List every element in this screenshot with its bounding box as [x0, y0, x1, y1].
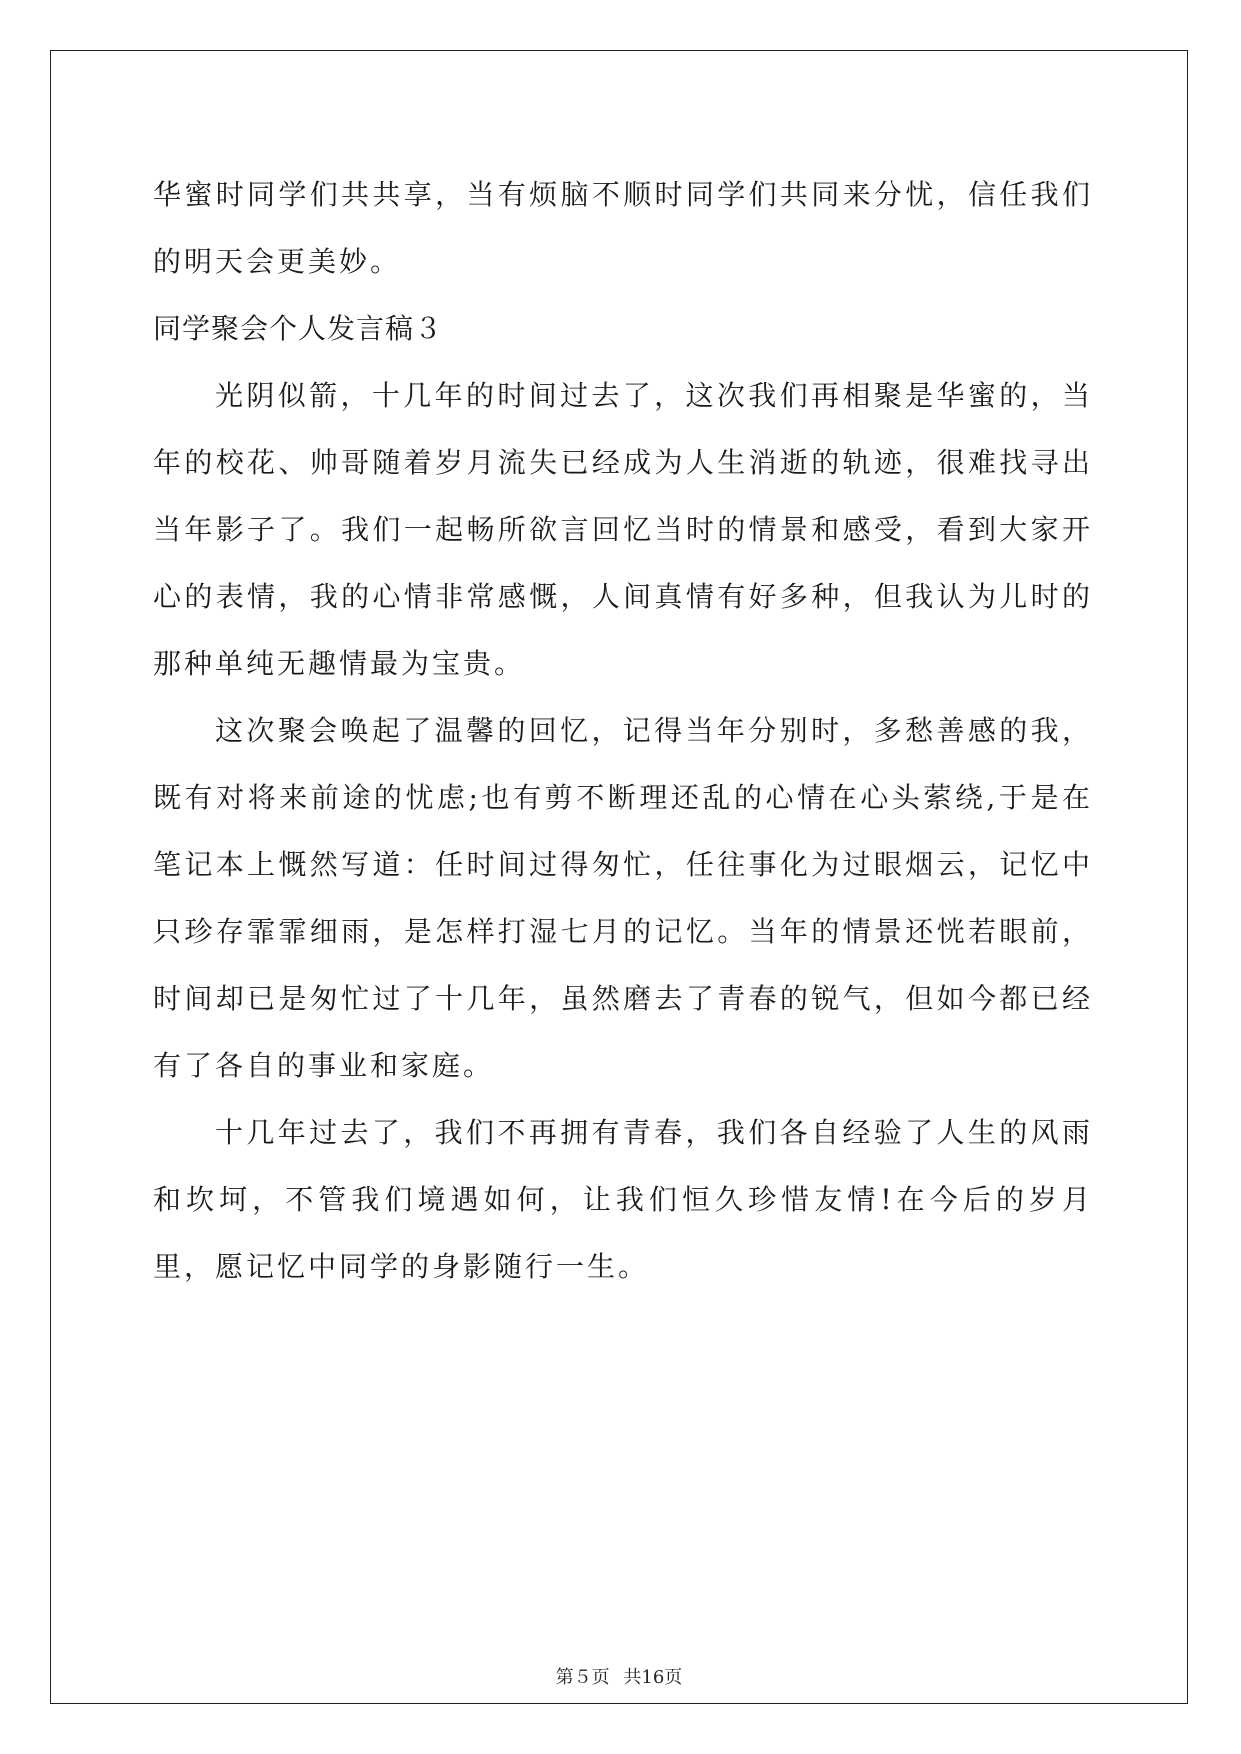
document-body — [153, 161, 1093, 1300]
page-total: 共16页 — [623, 1667, 683, 1688]
paragraph-continued: 华蜜时同学们共共享，当有烦脑不顺时同学们共同来分忧，信任我们的明天会更美妙。 — [153, 178, 1093, 278]
paragraph: 光阴似箭，十几年的时间过去了，这次我们再相聚是华蜜的，当年的校花、帅哥随着岁月流失已经成为人生消逝的轨迹，很难找寻出当年影子了。我们一起畅所欲言回忆当时的情景和感受，看到大家开心的表情，我的心情非常感慨，人间真情有好多种，但我认为儿时的那种单纯无趣情最为宝贵。 — [153, 379, 1093, 680]
paragraph: 十几年过去了，我们不再拥有青春，我们各自经验了人生的风雨和坎坷，不管我们境遇如何，让我们恒久珍惜友情!在今后的岁月里，愿记忆中同学的身影随行一生。 — [153, 1116, 1093, 1283]
section-heading: 同学聚会个人发言稿３ — [153, 312, 444, 345]
paragraph: 这次聚会唤起了温馨的回忆，记得当年分别时，多愁善感的我，既有对将来前途的忧虑;也有剪不断理还乱的心情在心头萦绕,于是在笔记本上慨然写道：任时间过得匆忙，任往事化为过眼烟云，记忆中只珍存霏霏细雨，是怎样打湿七月的记忆。当年的情景还恍若眼前，时间却已是匆忙过了十几年，虽然磨去了青春的锐气，但如今都已经有了各自的事业和家庭。 — [153, 714, 1093, 1082]
document-page — [50, 50, 1188, 1704]
page-footer — [51, 1663, 1187, 1689]
page-number: 第５页 — [555, 1667, 610, 1688]
